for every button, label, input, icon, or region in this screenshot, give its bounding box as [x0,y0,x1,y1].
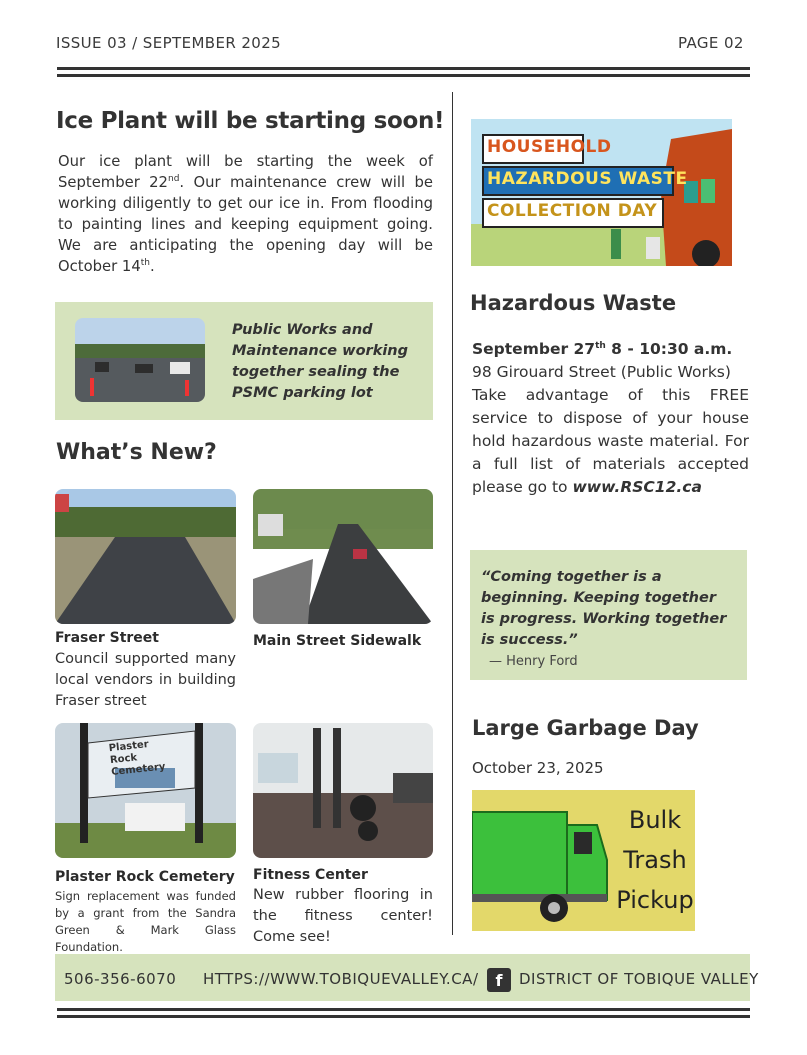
cemetery-sign-text: Plaster Rock Cemetery [108,739,166,779]
fraser-street-photo [55,489,236,624]
banner-line-2: HAZARDOUS WASTE [487,169,688,189]
hazardous-waste-address: 98 Girouard Street (Public Works) [472,363,731,381]
footer-website-link[interactable]: HTTPS://WWW.TOBIQUEVALLEY.CA/ [203,970,479,988]
facebook-icon[interactable]: f [487,968,511,992]
header-rule-bottom [57,74,750,77]
fitness-center-photo [253,723,433,858]
whats-new-title: What’s New? [56,440,217,465]
public-works-caption: Public Works and Maintenance working together sealing the PSMC parking lot [232,322,409,401]
fitness-center-body: New rubber flooring in the fitness center! Come see! [253,887,433,945]
column-divider [452,92,453,935]
rsc12-link[interactable]: www.RSC12.ca [572,478,702,496]
ice-plant-body: Our ice plant will be starting the week of September 22nd. Our maintenance crew will be working diligently to get our ice in. From flooding to painting lines and keeping equipment going. We are anticipating the opening day will be October 14th. [58,153,433,275]
footer-phone[interactable]: 506-356-6070 [64,970,177,988]
cemetery-title: Plaster Rock Cemetery [55,869,235,885]
hazardous-waste-title: Hazardous Waste [470,291,677,315]
fitness-center-title: Fitness Center [253,867,368,883]
ice-plant-title: Ice Plant will be starting soon! [56,108,445,134]
footer-rule-bottom [57,1015,750,1018]
footer-rule-top [57,1008,750,1011]
hazardous-waste-body [472,338,749,499]
hazardous-waste-date: September 27th 8 - 10:30 a.m. [472,340,733,358]
fraser-street-title: Fraser Street [55,630,159,646]
banner-line-1: HOUSEHOLD [487,137,612,157]
hazardous-waste-description: Take advantage of this FREE service to dispose of your house hold hazardous waste material. For a full list of materials accepted please go to www.RSC12.ca [472,386,749,496]
footer-facebook-link[interactable]: DISTRICT OF TOBIQUE VALLEY [519,970,759,988]
parking-lot-photo [75,318,205,402]
issue-label: ISSUE 03 / SEPTEMBER 2025 [56,34,282,52]
fraser-street-body: Council supported many local vendors in building Fraser street [55,651,236,709]
header-rule-top [57,67,750,70]
garbage-day-title: Large Garbage Day [472,716,699,740]
quote-text: “Coming together is a beginning. Keeping together is progress. Working together is success.” [481,569,727,648]
cemetery-body: Sign replacement was funded by a grant from the Sandra Green & Mark Glass Foundation. [55,889,236,954]
page-number: PAGE 02 [678,34,744,52]
quote-author: — Henry Ford [489,654,578,669]
main-street-title: Main Street Sidewalk [253,633,422,649]
banner-line-3: COLLECTION DAY [487,201,658,221]
bulk-trash-label: Bulk Trash Pickup [616,806,694,914]
main-street-photo [253,489,433,624]
garbage-day-date: October 23, 2025 [472,759,604,777]
